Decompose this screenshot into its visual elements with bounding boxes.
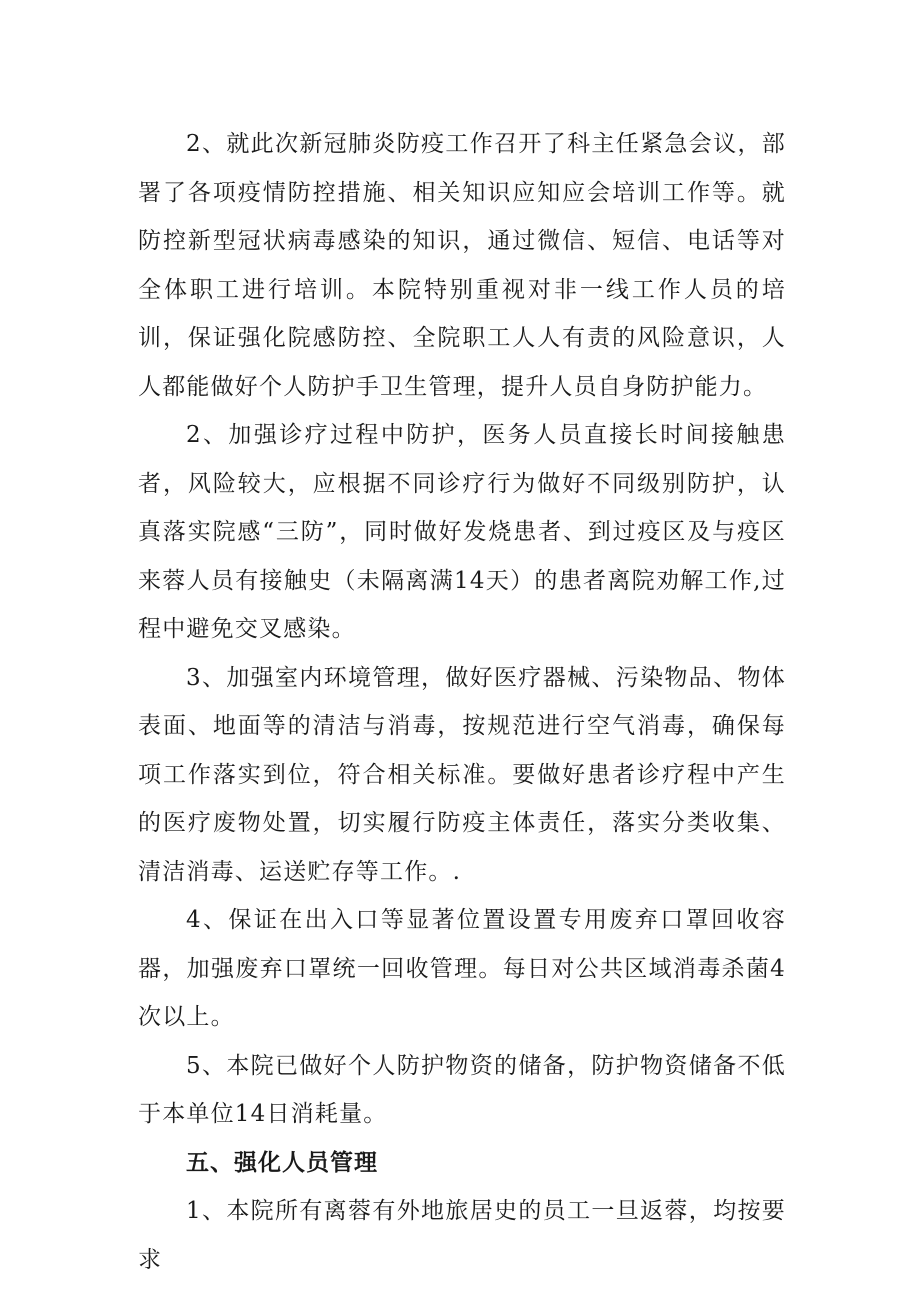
- paragraph-training: 2、就此次新冠肺炎防疫工作召开了科主任紧急会议，部署了各项疫情防控措施、相关知识应知应会培训工作等。就防控新型冠状病毒感染的知识，通过微信、短信、电话等对全体职工进行培训。本院特别重视对非一线工作人员的培训，保证强化院感防控、全院职工人人有责的风险意识，人人都能做好个人防护手卫生管理，提升人员自身防护能力。: [138, 131, 786, 400]
- paragraph-environment-management: 3、加强室内环境管理，做好医疗器械、污染物品、物体表面、地面等的清洁与消毒，按规范进行空气消毒，确保每项工作落实到位，符合相关标准。要做好患者诊疗程中产生的医疗废物处置，切实履行防疫主体责任，落实分类收集、清洁消毒、运送贮存等工作。.: [138, 664, 786, 885]
- paragraph-mask-recycling: 4、保证在出入口等显著位置设置专用废弃口罩回收容器，加强废弃口罩统一回收管理。每日对公共区域消毒杀菌4次以上。: [138, 907, 786, 1030]
- paragraph-supplies-reserve: 5、本院已做好个人防护物资的储备，防护物资储备不低于本单位14日消耗量。: [138, 1052, 786, 1127]
- paragraph-diagnosis-protection: 2、加强诊疗过程中防护，医务人员直接长时间接触患者，风险较大，应根据不同诊疗行为做好不同级别防护，认真落实院感“三防”，同时做好发烧患者、到过疫区及与疫区来蓉人员有接触史（未隔离满14天）的患者离院劝解工作,过程中避免交叉感染。: [138, 422, 786, 642]
- section-heading: 五、强化人员管理: [186, 1149, 378, 1176]
- document-page: [138, 120, 786, 1284]
- paragraph-staff-return: 1、本院所有离蓉有外地旅居史的员工一旦返蓉，均按要求: [138, 1198, 786, 1273]
